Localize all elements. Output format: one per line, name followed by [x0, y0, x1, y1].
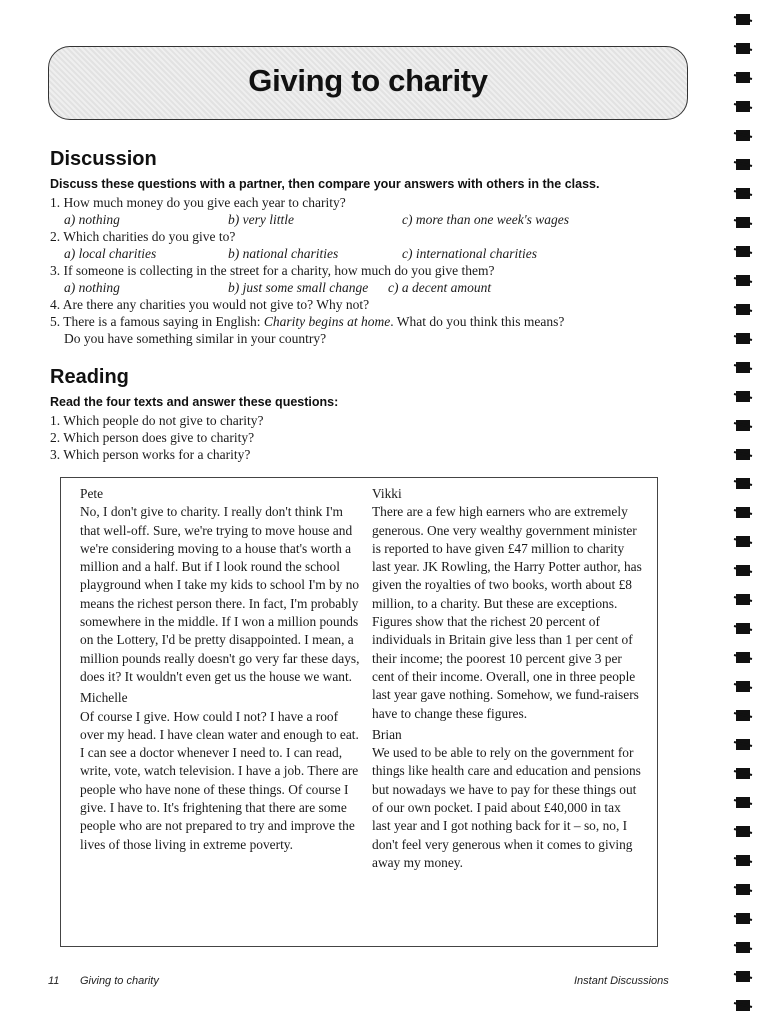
saying: Charity begins at home — [263, 314, 391, 329]
spiral-loop — [734, 275, 752, 286]
question-5-continued: Do you have something similar in your country? — [64, 331, 327, 346]
question-5-text: 5. There is a famous saying in English: — [50, 314, 264, 329]
footer-page-number: 11 — [48, 975, 60, 987]
spiral-loop — [734, 246, 752, 257]
person-name-brian: Brian — [372, 726, 402, 742]
spiral-loop — [734, 14, 752, 25]
question-3-options — [50, 279, 564, 296]
right-column — [372, 485, 642, 872]
spiral-loop — [734, 623, 752, 634]
option-c: c) a decent amount — [388, 280, 492, 295]
spiral-loop — [734, 942, 752, 953]
option-b: b) very little — [228, 212, 294, 227]
spiral-loop — [734, 739, 752, 750]
option-a: a) local charities — [64, 246, 157, 261]
spiral-loop — [734, 797, 752, 808]
reading-question-1: 1. Which people do not give to charity? — [50, 413, 264, 428]
text-brian: We used to be able to rely on the government for things like health care and education and pensions but nowadays we have to pay for these things out of our own pocket. I paid about £40,000 in tax last year and I got nothing back for it – so, no, I don't feel very generous when it comes to giving away my money. — [372, 745, 641, 870]
spiral-loop — [734, 507, 752, 518]
spiral-loop — [734, 565, 752, 576]
spiral-loop — [734, 130, 752, 141]
reading-question-2: 2. Which person does give to charity? — [50, 430, 255, 445]
spiral-loop — [734, 855, 752, 866]
spiral-loop — [734, 420, 752, 431]
person-name-vikki: Vikki — [372, 486, 402, 501]
spiral-binding — [722, 0, 768, 1024]
spiral-loop — [734, 971, 752, 982]
option-a: a) nothing — [64, 280, 120, 295]
text-michelle: Of course I give. How could I not? I have a roof over my head. I have clean water and enough to eat. I can see a doctor whenever I need to. I can read, write, vote, watch television. I have a job. There are people who have none of these things. Of course I give. I have to. It's frightening that there are some people who are not prepared to try and improve the lives of those living in extreme poverty. — [80, 708, 359, 852]
question-5-text-2: . What do you think this means? — [390, 314, 565, 329]
discussion-heading: Discussion — [50, 148, 157, 170]
option-b: b) just some small change — [228, 280, 369, 295]
spiral-loop — [734, 188, 752, 199]
spiral-loop — [734, 1000, 752, 1011]
spiral-loop — [734, 768, 752, 779]
person-name-michelle: Michelle — [80, 690, 128, 706]
question-5 — [50, 313, 564, 330]
reading-texts-box — [60, 477, 658, 947]
text-pete: No, I don't give to charity. I really don't think I'm that well-off. Sure, we're trying to move house and we're considering moving to a house that's worth a million and a half. But if I look round the school playground when I take my kids to school I'm by no means the richest person there. In fact, I'm probably somewhere in the middle. If I won a million pounds on the Lottery, I'd be pretty disappointed. I mean, a million pounds really doesn't go very far these days, does it? It wouldn't even get us the house we want. — [80, 504, 360, 684]
spiral-loop — [734, 652, 752, 663]
spiral-loop — [734, 449, 752, 460]
spiral-loop — [734, 681, 752, 692]
question-4: 4. Are there any charities you would not give to? Why not? — [50, 297, 370, 312]
spiral-loop — [734, 159, 752, 170]
footer-unit-title: Giving to charity — [80, 975, 159, 987]
discussion-questions — [50, 194, 569, 347]
option-a: a) nothing — [64, 212, 120, 227]
spiral-loop — [734, 217, 752, 228]
question-2: 2. Which charities do you give to? — [50, 229, 236, 244]
spiral-loop — [734, 391, 752, 402]
spiral-loop — [734, 333, 752, 344]
spiral-loop — [734, 826, 752, 837]
spiral-loop — [734, 478, 752, 489]
question-1: 1. How much money do you give each year to charity? — [50, 195, 346, 210]
spiral-loop — [734, 913, 752, 924]
spiral-loop — [734, 101, 752, 112]
spiral-loop — [734, 710, 752, 721]
reading-heading: Reading — [50, 366, 129, 388]
spiral-loop — [734, 362, 752, 373]
page-title: Giving to charity — [248, 63, 488, 98]
option-b: b) national charities — [228, 246, 339, 261]
left-column — [80, 485, 360, 854]
spiral-loop — [734, 594, 752, 605]
spiral-loop — [734, 536, 752, 547]
spiral-loop — [734, 43, 752, 54]
title-banner — [48, 46, 688, 120]
person-name-pete: Pete — [80, 486, 104, 501]
question-1-options — [50, 211, 569, 228]
reading-instruction: Read the four texts and answer these questions: — [50, 395, 339, 409]
spiral-loop — [734, 304, 752, 315]
option-c: c) more than one week's wages — [402, 212, 569, 227]
question-3: 3. If someone is collecting in the street for a charity, how much do you give them? — [50, 263, 495, 278]
footer-book-title: Instant Discussions — [574, 975, 669, 987]
text-vikki: There are a few high earners who are extremely generous. One very wealthy government minister is reported to have given £47 million to charity last year. JK Rowling, the Harry Potter author, has given the royalties of two books, worth about £8 million, to a charity. But these are exceptions. Figures show that the richest 20 percent of individuals in Britain give less than 1 per cent of their income; the poorest 10 percent give 3 per cent of their income. Overall, one in three people last year gave nothing. Somehow, we fund-raisers have to change these figures. — [372, 504, 642, 721]
question-2-options — [50, 245, 564, 262]
reading-question-3: 3. Which person works for a charity? — [50, 447, 251, 462]
discussion-instruction: Discuss these questions with a partner, then compare your answers with others in the class. — [50, 177, 600, 191]
option-c: c) international charities — [402, 246, 537, 261]
spiral-loop — [734, 72, 752, 83]
reading-questions — [50, 412, 263, 463]
spiral-loop — [734, 884, 752, 895]
